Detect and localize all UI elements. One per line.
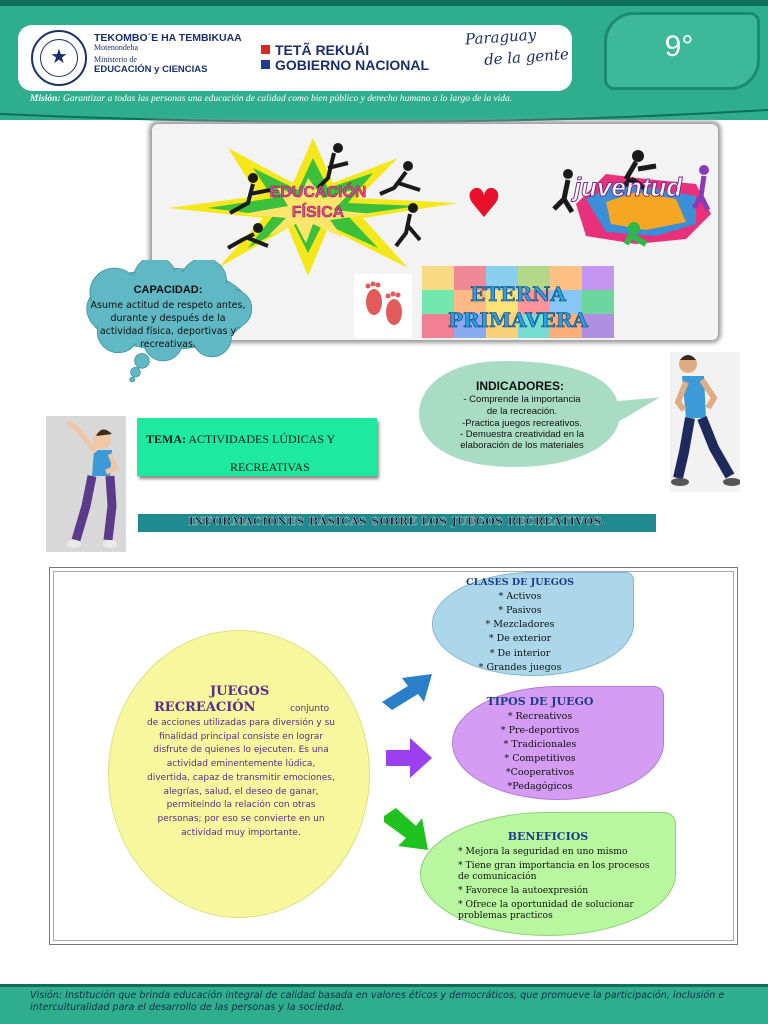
indicadores-title: INDICADORES: [475, 379, 564, 393]
capacidad-title: CAPACIDAD: [133, 284, 203, 296]
mision-statement [30, 94, 730, 104]
mision-text: Garantizar a todas las personas una educación de calidad como bien público y derecho humano a lo largo de la vida. [63, 94, 513, 104]
stretching-woman-image [46, 416, 126, 552]
juegos-title-line2: RECREACIÓN [154, 700, 256, 715]
info-title: INFORMACIONES BÁSICAS SOBRE LOS JUEGOS RECREATIVOS. [188, 515, 606, 528]
beneficio-item: * Tiene gran importancia en los procesos de comunicación [458, 860, 650, 882]
footer-stripe [0, 984, 768, 987]
tema-text-line1: ACTIVIDADES LÚDICAS Y [186, 432, 336, 446]
org-line3: Ministerio de [94, 55, 137, 64]
juegos-first-word: conjunto [290, 704, 330, 714]
slogan-line2: de la gente [483, 45, 570, 69]
paint-splash-graphic [158, 128, 468, 278]
tema-line2: RECREATIVAS [230, 460, 310, 474]
banner-title-line2: FÍSICA [291, 204, 345, 221]
org-line4: EDUCACIÓN y CIENCIAS [94, 64, 208, 75]
tipos-item: * Recreativos [507, 711, 573, 722]
juegos-title-line1: JUEGOS [210, 684, 270, 699]
org-line2: Motenondeha [94, 43, 138, 52]
mision-label: Misión: [30, 94, 61, 104]
indicador-line: - Comprende la importancia [463, 394, 581, 405]
clases-item: * Pasivos [498, 605, 542, 616]
clases-item: * Activos [498, 591, 542, 602]
beneficio-item: * Ofrece la oportunidad de solucionar problemas practicos [458, 899, 634, 921]
juventud-word: juventud [573, 172, 683, 202]
flag-blue-square [261, 60, 270, 69]
indicador-line: de la recreación. [486, 406, 558, 417]
tipos-item: * Tradicionales [503, 739, 577, 750]
clases-item: * Mezcladores [485, 619, 555, 630]
vision-statement: Visión: Institución que brinda educación integral de calidad basada en valores éticos y democráticos, que promueve la participación, inclusión e interculturalidad para el desarrollo de las personas y la sociedad. [30, 990, 725, 1013]
eterna-line2: PRIMAVERA [447, 308, 589, 332]
clases-item: * Grandes juegos [478, 662, 562, 673]
indicador-line: -Practica juegos recreativos. [462, 418, 582, 429]
banner-title-line1: EDUCACIÓN [269, 184, 367, 201]
beneficio-item: * Favorece la autoexpresión [458, 885, 589, 896]
gov-line2: GOBIERNO NACIONAL [275, 57, 429, 73]
heart-icon: ♥ [466, 181, 502, 227]
tipos-item: *Pedagógicos [507, 781, 573, 792]
clases-title: CLASES DE JUEGOS [466, 577, 574, 588]
juegos-description: de acciones utilizadas para diversión y su finalidad principal consiste en lograr disfrute de quienes lo ejecuten. Es una actividad eminentemente lúdica, divertida, capaz de transmitir emociones, alegrías, salud, el deseo de ganar, permiteindo la relación con otras personas; por eso se convierte en un actividad muy importante. [147, 718, 335, 838]
indicador-line: elaboración de los materiales [460, 440, 584, 451]
star-icon: ★ [50, 44, 68, 68]
tipos-item: * Competitivos [504, 753, 576, 764]
tipos-item: * Pre-deportivos [500, 725, 580, 736]
gov-line1: TETÃ REKUÁI [275, 42, 370, 58]
clases-item: * De interior [489, 648, 551, 659]
eterna-line1: ETERNA [470, 282, 566, 306]
walking-man-image [670, 352, 740, 492]
arrow-right-icon [380, 806, 434, 854]
flag-red-square [261, 45, 270, 54]
tema-label: TEMA: [146, 432, 186, 446]
clases-item: * De exterior [488, 633, 552, 644]
beneficio-item: * Mejora la seguridad en uno mismo [458, 846, 628, 857]
footprints-icon [354, 274, 412, 338]
arrow-right-icon [384, 734, 438, 782]
tipos-item: *Cooperativos [505, 767, 575, 778]
indicador-line: - Demuestra creatividad en la [459, 429, 585, 440]
beneficios-title: BENEFICIOS [507, 830, 589, 843]
tipos-title: TIPOS DE JUEGO [486, 695, 594, 708]
arrow-right-icon [380, 666, 434, 714]
org-line1: TEKOMBO´E HA TEMBIKUAA [94, 32, 242, 44]
header-top-stripe [0, 0, 768, 6]
slogan-line1: Paraguay [464, 25, 537, 49]
capacidad-text: Asume actitud de respeto antes, durante y después de la actividad física, deportivas y recreativas. [90, 300, 246, 350]
grade-text: 9° [664, 30, 694, 63]
tema-line1 [146, 432, 335, 447]
